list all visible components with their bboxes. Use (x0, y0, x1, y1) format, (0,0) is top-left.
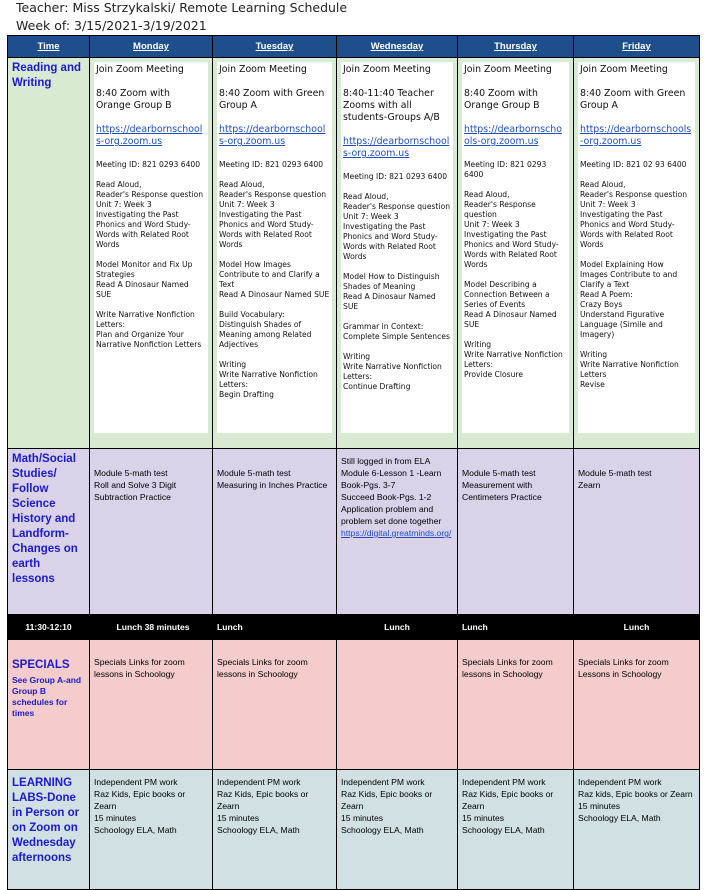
lesson-block-2: Model How to Distinguish Shades of Meaning Read A Dinosaur Named SUE (343, 272, 440, 311)
zoom-time: 8:40 Zoom with Green Group A (219, 88, 325, 111)
lunch-row (8, 615, 700, 640)
lesson-block-1: Read Aloud, Reader's Response question Unit 7: Week 3 Investigating the Past Phonics and Word Study-Words with Related Root Words (464, 190, 559, 269)
specials-sublabel: See Group A-and Group B schedules for times (12, 675, 82, 718)
header-row (8, 36, 700, 58)
math-cell-monday: Module 5-math test Roll and Solve 3 Digit Subtraction Practice (90, 449, 213, 615)
lesson-block-1: Read Aloud, Reader's Response question Unit 7: Week 3 Investigating the Past Phonics and Word Study-Words with Related Root Words (219, 180, 327, 249)
labs-cell-friday: Independent PM work Raz kids, Epic books or Zearn 15 minutes Schoology ELA, Math (574, 770, 700, 890)
lesson-block-3: Build Vocabulary: Distinguish Shades of Meaning among Related Adjectives (219, 310, 312, 349)
reading-card (462, 62, 569, 433)
lunch-cell-wednesday: Lunch (337, 615, 458, 640)
col-thursday: Thursday (458, 36, 574, 58)
reading-label: Reading and Writing (8, 58, 90, 449)
lesson-block-1: Read Aloud, Reader's Response question Unit 7: Week 3 Investigating the Past Phonics and Word Study-Words with Related Root Words (343, 192, 451, 261)
lesson-block-1: Read Aloud, Reader's Response question Unit 7: Week 3 Investigating the Past Phonics and Word Study-Words with Related Root Words (96, 180, 204, 249)
col-monday: Monday (90, 36, 213, 58)
meeting-id: Meeting ID: 821 0293 6400 (343, 172, 448, 181)
lesson-block-3: Writing Write Narrative Nonfiction Letters: Provide Closure (464, 340, 563, 379)
col-wednesday: Wednesday (337, 36, 458, 58)
reading-card (578, 62, 695, 433)
specials-cell-friday: Specials Links for zoom Lessons in Schoology (574, 640, 700, 770)
reading-card (217, 62, 332, 433)
lesson-block-4: Writing Write Narrative Nonfiction Letters: Continue Drafting (343, 352, 442, 391)
math-cell-tuesday: Module 5-math test Measuring in Inches Practice (213, 449, 337, 615)
labs-cell-thursday: Independent PM work Raz Kids, Epic books or Zearn 15 minutes Schoology ELA, Math (458, 770, 574, 890)
labs-cell-tuesday: Independent PM work Raz Kids, Epic books or Zearn 15 minutes Schoology ELA, Math (213, 770, 337, 890)
meeting-id: Meeting ID: 821 02 93 6400 (580, 160, 687, 169)
reading-row (8, 58, 700, 449)
lesson-block-2: Model Describing a Connection Between a Series of Events Read A Dinosaur Named SUE (464, 280, 557, 329)
specials-cell-tuesday: Specials Links for zoom lessons in Schoology (213, 640, 337, 770)
zoom-join-title: Join Zoom Meeting (96, 64, 184, 75)
math-cell-friday: Module 5-math test Zearn (574, 449, 700, 615)
lesson-block-4: Writing Write Narrative Nonfiction Letters: Begin Drafting (219, 360, 318, 399)
lunch-cell-tuesday: Lunch (213, 615, 337, 640)
reading-cell (337, 58, 458, 449)
lunch-cell-friday: Lunch (574, 615, 700, 640)
lunch-cell-thursday: Lunch (458, 615, 574, 640)
zoom-time: 8:40 Zoom with Orange Group B (96, 88, 172, 111)
reading-cell (90, 58, 213, 449)
math-label: Math/Social Studies/ Follow Science History and Landform- Changes on earth lessons (8, 449, 90, 615)
labs-row (8, 770, 700, 890)
zoom-time: 8:40 Zoom with Green Group A (580, 88, 686, 111)
lesson-block-2: Model Explaining How Images Contribute to and Clarify a Text Read A Poem: Crazy Boys Understand Figurative Language (Simile and Imagery) (580, 260, 678, 339)
lesson-block-3: Writing Write Narrative Nonfiction Letters Revise (580, 350, 679, 389)
greatminds-link[interactable]: https://digital.greatminds.org/ (341, 528, 452, 538)
specials-cell-thursday: Specials Links for zoom lessons in Schoology (458, 640, 574, 770)
zoom-link[interactable]: https://dearbornschools-org.zoom.us (580, 124, 692, 147)
reading-cell (458, 58, 574, 449)
lesson-block-1: Read Aloud, Reader's Response question Unit 7: Week 3 Investigating the Past Phonics and Word Study-Words with Related Root Words (580, 180, 688, 249)
teacher-line: Teacher: Miss Strzykalski/ Remote Learning Schedule (16, 0, 348, 15)
zoom-join-title: Join Zoom Meeting (219, 64, 307, 75)
reading-card (341, 62, 453, 433)
lesson-block-2: Model Monitor and Fix Up Strategies Read A Dinosaur Named SUE (96, 260, 193, 299)
math-cell-wednesday: Still logged in from ELA Module 6-Lesson 1 -Learn Book-Pgs. 3-7 Succeed Book-Pgs. 1-2 Application problem and problem set done together https://digital.greatminds.org/ (337, 449, 458, 615)
meeting-id: Meeting ID: 821 0293 6400 (96, 160, 201, 169)
col-tuesday: Tuesday (213, 36, 337, 58)
zoom-link[interactable]: https://dearbornschools-org.zoom.us (464, 124, 562, 147)
schedule-table (7, 35, 700, 890)
reading-card (94, 62, 208, 433)
zoom-link[interactable]: https://dearbornschools-org.zoom.us (219, 124, 326, 147)
lesson-block-3: Grammar in Context: Complete Simple Sentences (343, 322, 450, 341)
lesson-block-2: Model How Images Contribute to and Clarify a Text Read A Dinosaur Named SUE (219, 260, 330, 299)
reading-cell (213, 58, 337, 449)
zoom-join-title: Join Zoom Meeting (464, 64, 552, 75)
zoom-time: 8:40 Zoom with Orange Group B (464, 88, 540, 111)
zoom-join-title: Join Zoom Meeting (343, 64, 431, 75)
labs-label: LEARNING LABS-Done in Person or on Zoom on Wednesday afternoons (8, 770, 90, 890)
specials-row (8, 640, 700, 770)
meeting-id: Meeting ID: 821 0293 6400 (464, 160, 547, 179)
zoom-time: 8:40-11:40 Teacher Zooms with all students-Groups A/B (343, 88, 440, 123)
specials-cell-wednesday (337, 640, 458, 770)
zoom-link[interactable]: https://dearbornschools-org.zoom.us (343, 136, 450, 159)
col-friday: Friday (574, 36, 700, 58)
col-time: Time (8, 36, 90, 58)
labs-cell-monday: Independent PM work Raz Kids, Epic books or Zearn 15 minutes Schoology ELA, Math (90, 770, 213, 890)
labs-cell-wednesday: Independent PM work Raz Kids, Epic books or Zearn 15 minutes Schoology ELA, Math (337, 770, 458, 890)
specials-label: SPECIALS See Group A-and Group B schedules for times (8, 640, 90, 770)
meeting-id: Meeting ID: 821 0293 6400 (219, 160, 324, 169)
lunch-cell-monday: Lunch 38 minutes (90, 615, 213, 640)
week-line: Week of: 3/15/2021-3/19/2021 (16, 18, 207, 33)
lesson-block-3: Write Narrative Nonfiction Letters: Plan and Organize Your Narrative Nonfiction Letters (96, 310, 202, 349)
lunch-time: 11:30-12:10 (8, 615, 90, 640)
zoom-join-title: Join Zoom Meeting (580, 64, 668, 75)
zoom-link[interactable]: https://dearbornschools-org.zoom.us (96, 124, 203, 147)
specials-cell-monday: Specials Links for zoom lessons in Schoology (90, 640, 213, 770)
math-cell-thursday: Module 5-math test Measurement with Centimeters Practice (458, 449, 574, 615)
math-row (8, 449, 700, 615)
reading-cell (574, 58, 700, 449)
